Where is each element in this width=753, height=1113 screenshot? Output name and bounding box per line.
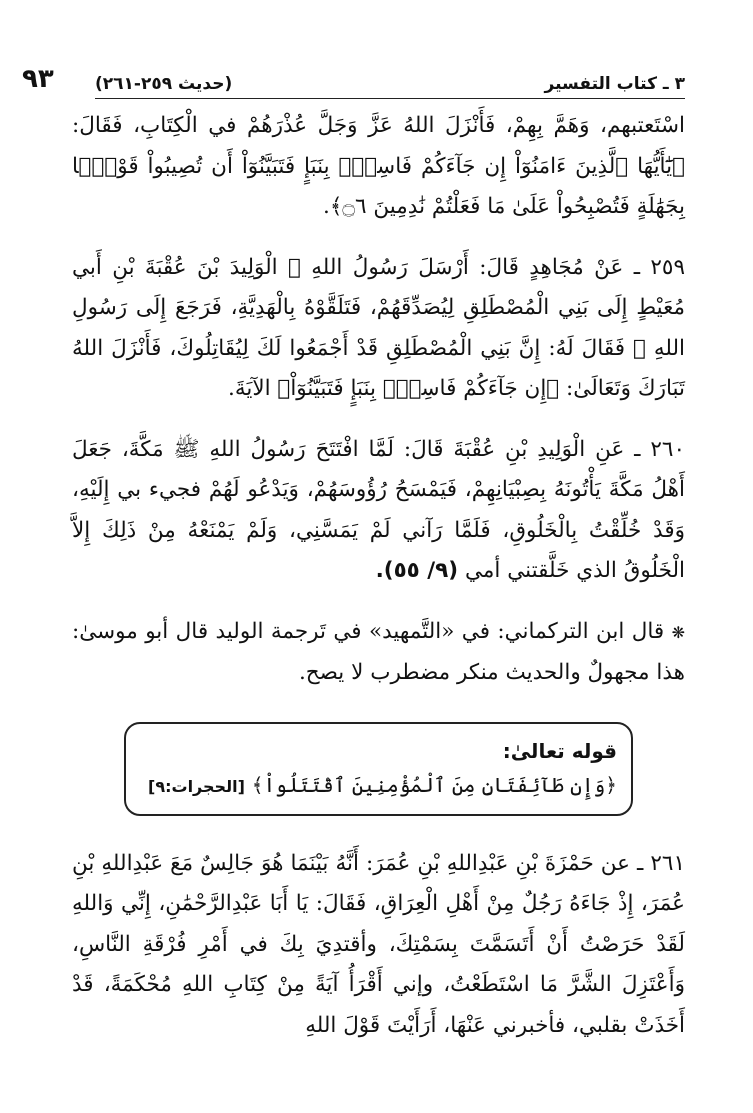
chapter-title: ٣ ـ كتاب التفسير [544, 74, 685, 94]
verse-text: ﴿وَإِن طَآئِفَتَانِ مِنَ ٱلْمُؤْمِنِينَ ٱقْتَتَلُواْ﴾ [251, 772, 617, 797]
verse-heading-title: قوله تعالىٰ: [502, 738, 617, 763]
hadith-260 [72, 430, 685, 592]
hadith-260-citation: (٩/ ٥٥). [375, 558, 459, 583]
verse-heading-box [124, 722, 633, 816]
page-body [72, 106, 685, 1046]
hadith-261: ٢٦١ ـ عن حَمْزَةَ بْنِ عَبْدِاللهِ بْنِ عُمَرَ: أَنَّهُ بَيْنَمَا هُوَ جَالِسٌ مَعَ عَبْدِاللهِ بْنِ عُمَرَ، إِذْ جَاءَهُ رَجُلٌ مِنْ أَهْلِ الْعِرَاقِ، فَقَالَ: يَا أَبَا عَبْدِالرَّحْمَٰنِ، إِنِّي وَاللهِ لَقَدْ حَرَصْتُ أَنْ أَتَسَمَّتَ بِسَمْتِكَ، وأقتدِيَ بِكَ في أَمْرِ فُرْقَةِ النَّاسِ، وَأَعْتَزِلَ الشَّرَّ مَا اسْتَطَعْتُ، وإني أَقْرَأُ آيَةً مِنْ كِتَابِ اللهِ مُحْكَمَةً، قَدْ أَخَذَتْ بقلبي، فأخبرني عَنْهَا، أَرَأَيْتَ قَوْلَ اللهِ [72, 850, 685, 1038]
note-text: قال ابن التركماني: في «التَّمهيد» في تَرجمة الوليد قال أبو موسىٰ: هذا مجهولٌ والحديث منكر مضطرب لا يصح. [72, 618, 685, 685]
hadith-260-text: ٢٦٠ ـ عَنِ الْوَلِيدِ بْنِ عُقْبَةَ قَالَ: لَمَّا افْتَتَحَ رَسُولُ اللهِ ﷺ مَكَّةَ، جَعَلَ أَهْلُ مَكَّةَ يَأْتُونَهُ بِصِبْيَانِهِمْ، فَيَمْسَحُ رُؤُوسَهُمْ، وَيَدْعُو لَهُمْ فجيء بي إِلَيْهِ، وَقَدْ خُلِّقْتُ بِالْخَلُوقِ، فَلَمَّا رَآني لَمْ يَمَسَّنِي، وَلَمْ يَمْنَعْهُ مِنْ ذَلِكَ إِلاَّ الْخَلُوقُ الذي خَلَّقتني أمي [72, 436, 685, 583]
page-number: ٩٣ [22, 64, 54, 94]
hadith-259: ٢٥٩ ـ عَنْ مُجَاهِدٍ قَالَ: أَرْسَلَ رَسُولُ اللهِ ﷺ الْوَلِيدَ بْنَ عُقْبَةَ بْنِ أَبي مُعَيْطٍ إِلَى بَنِي الْمُصْطَلِقِ لِيُصَدِّقَهُمْ، فَتَلَقَّوْهُ بِالْهَدِيَّةِ، فَرَجَعَ إِلَى رَسُولِ اللهِ ﷺ فَقَالَ لَهُ: إِنَّ بَنِي الْمُصْطَلِقِ قَدْ أَجْمَعُوا لَكَ لِيُقَاتِلُوكَ، فَأَنْزَلَ اللهُ تَبَارَكَ وَتَعَالَىٰ: ﴿إِن جَآءَكُمْ فَاسِقُۢ بِنَبَإٍ فَتَبَيَّنُوٓاْ﴾ الآيَةَ. [72, 254, 685, 401]
verse-reference: [الحجرات:٩] [148, 776, 245, 796]
asterisk-icon: ❋ [671, 622, 685, 642]
hadith-range: (حديث ٢٥٩-٢٦١) [95, 74, 233, 94]
footnote-note [72, 612, 685, 694]
paragraph-intro: اسْتَعتبهم، وَهَمَّ بِهِمْ، فَأَنْزَلَ اللهُ عَزَّ وَجَلَّ عُذْرَهُمْ في الْكِتَابِ، فَقَالَ: ﴿يَٰٓأَيُّهَا ٱلَّذِينَ ءَامَنُوٓاْ إِن جَآءَكُمْ فَاسِقُۢ بِنَبَإٍ فَتَبَيَّنُوٓاْ أَن تُصِيبُواْ قَوْمَۢا بِجَهَٰلَةٍ فَتُصْبِحُواْ عَلَىٰ مَا فَعَلْتُمْ نَٰدِمِينَ ۝٦﴾. [72, 113, 685, 219]
running-header [95, 62, 685, 99]
